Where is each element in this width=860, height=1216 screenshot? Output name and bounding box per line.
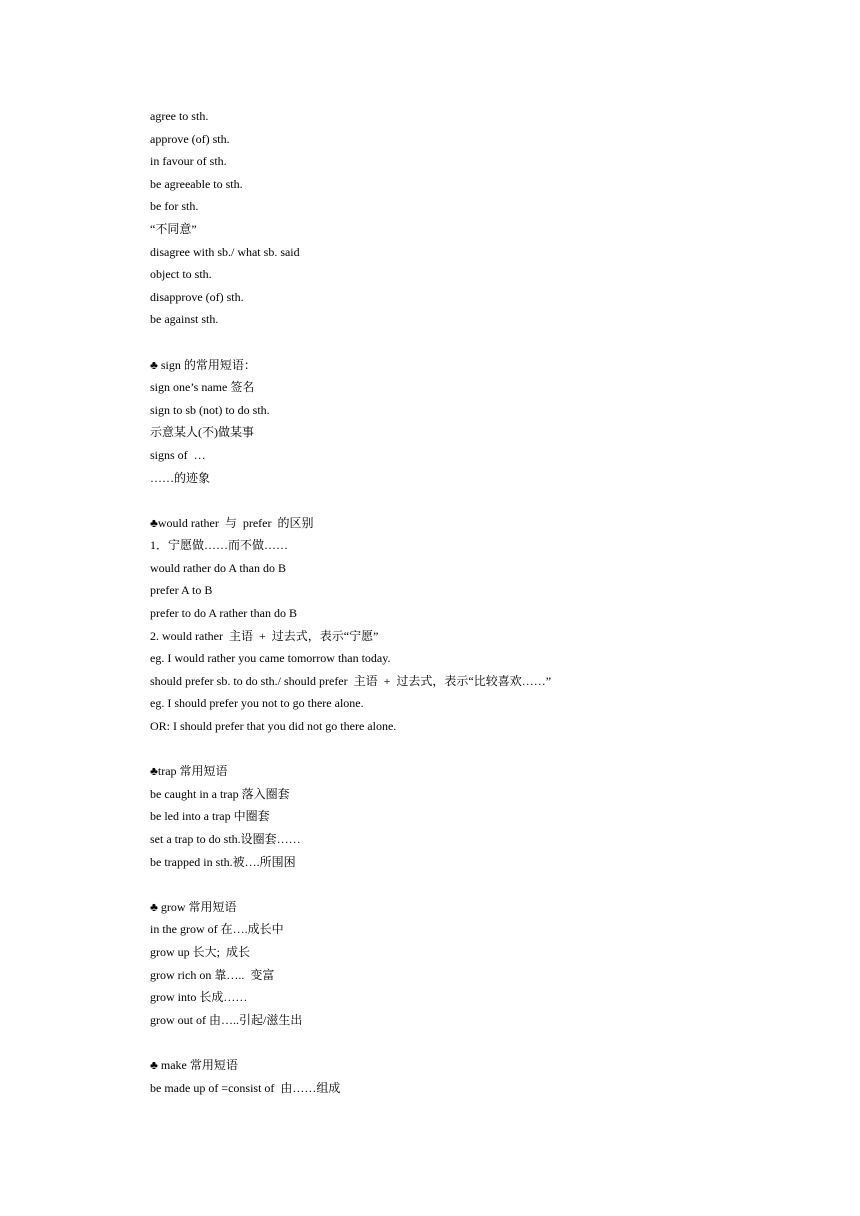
text-line: 2. would rather 主语 + 过去式，表示“宁愿” — [150, 628, 379, 643]
text-line: be against sth. — [150, 312, 219, 327]
text-line: in favour of sth. — [150, 154, 227, 169]
text-line: object to sth. — [150, 267, 212, 282]
text-line: prefer to do A rather than do B — [150, 606, 297, 621]
section-heading-would-rather: ♣would rather 与 prefer 的区别 — [150, 515, 314, 530]
text-line: prefer A to B — [150, 583, 213, 598]
text-line: 1．宁愿做……而不做…… — [150, 538, 289, 553]
blank-line — [150, 873, 800, 896]
blank-line — [150, 1031, 800, 1054]
section-heading-trap: ♣trap 常用短语 — [150, 764, 228, 779]
text-line: be caught in a trap 落入圈套 — [150, 786, 290, 801]
text-line: grow up 长大; 成长 — [150, 944, 250, 959]
document-body — [150, 105, 800, 1099]
text-line: disagree with sb./ what sb. said — [150, 244, 300, 259]
text-line: grow rich on 靠….. 变富 — [150, 967, 275, 982]
section-heading-make: ♣ make 常用短语 — [150, 1057, 238, 1072]
text-line: be trapped in sth.被….所围困 — [150, 854, 296, 869]
text-line: agree to sth. — [150, 109, 209, 123]
text-line: sign to sb (not) to do sth. — [150, 402, 270, 417]
text-line: be for sth. — [150, 199, 199, 214]
blank-line — [150, 331, 800, 354]
text-line: be led into a trap 中圈套 — [150, 809, 270, 824]
text-line: would rather do A than do B — [150, 560, 286, 575]
text-line: eg. I should prefer you not to go there alone. — [150, 696, 364, 711]
text-line: set a trap to do sth.设圈套…… — [150, 832, 301, 846]
text-line: eg. I would rather you came tomorrow than today. — [150, 651, 391, 666]
blank-line — [150, 489, 800, 512]
text-line: disapprove (of) sth. — [150, 289, 244, 304]
text-line: grow out of 由…..引起/滋生出 — [150, 1012, 303, 1027]
text-line: grow into 长成…… — [150, 990, 248, 1005]
text-line: sign one’s name 签名 — [150, 380, 255, 395]
section-heading-grow: ♣ grow 常用短语 — [150, 899, 237, 914]
blank-line — [150, 738, 800, 761]
text-line: 示意某人(不)做某事 — [150, 425, 254, 440]
text-line: “不同意” — [150, 221, 197, 236]
text-line: in the grow of 在….成长中 — [150, 922, 284, 937]
text-line: signs of … — [150, 447, 206, 462]
text-line: OR: I should prefer that you did not go there alone. — [150, 719, 397, 734]
section-heading-sign: ♣ sign 的常用短语： — [150, 357, 256, 372]
text-line: ……的迹象 — [150, 470, 211, 485]
text-line: approve (of) sth. — [150, 131, 230, 146]
text-line: be made up of =consist of 由……组成 — [150, 1080, 341, 1095]
text-line: should prefer sb. to do sth./ should prefer 主语 + 过去式，表示“比较喜欢……” — [150, 673, 552, 688]
text-line: be agreeable to sth. — [150, 176, 243, 191]
